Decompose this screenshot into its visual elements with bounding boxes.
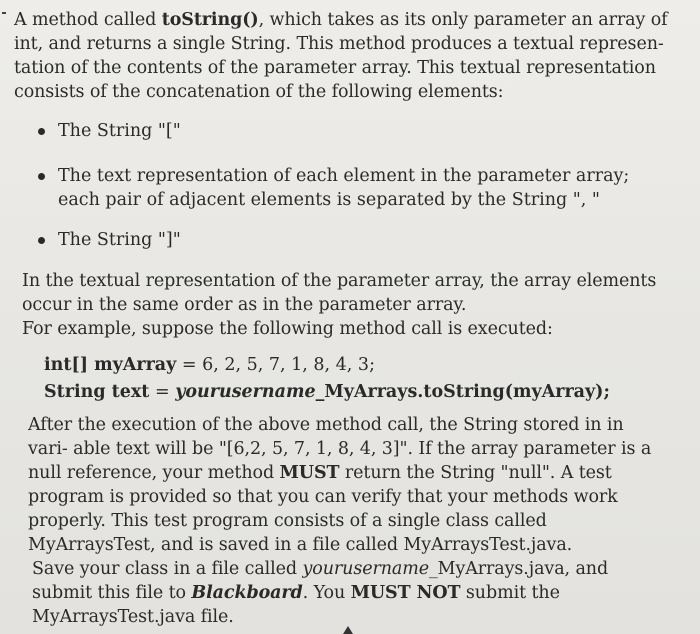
margin-mark xyxy=(2,12,6,14)
code-string-decl: String text xyxy=(44,382,150,402)
save-text-3: . You xyxy=(302,583,351,603)
intro-paragraph xyxy=(14,8,674,104)
cursor-arrow-icon xyxy=(343,626,353,634)
code-line-2 xyxy=(44,380,610,404)
bullet-dot-icon xyxy=(38,237,45,244)
code-line-1 xyxy=(44,353,375,377)
bullet-dot-icon xyxy=(38,128,45,135)
code-values: = 6, 2, 5, 7, 1, 8, 4, 3; xyxy=(176,355,375,375)
code-username: yourusername xyxy=(175,382,316,402)
blackboard-emphasis: Blackboard xyxy=(191,583,303,603)
code-call: _MyArrays.toString(myArray); xyxy=(315,382,610,402)
save-text-2: _MyArrays.java, and submit this file to xyxy=(32,559,609,603)
code-declaration: int[] myArray xyxy=(44,355,177,375)
save-text-4: submit the MyArraysTest.java file. xyxy=(32,583,560,627)
save-paragraph xyxy=(32,557,632,629)
bullet-text: The String "[" xyxy=(58,121,181,141)
code-equals: = xyxy=(149,382,176,402)
intro-text-2: , which takes as its only parameter an array of int, and returns a single String. This method produces a textual represen- tation of the contents of the parameter array. This textual representation consists of the concatenation of the following elements: xyxy=(14,10,668,102)
after-paragraph xyxy=(28,413,668,557)
intro-text-1: A method called xyxy=(14,10,162,30)
order-text: In the textual representation of the parameter array, the array elements occur in the same order as in the parameter array. xyxy=(22,271,657,315)
after-text-1: After the execution of the above method call, the String stored in in vari- able text will be "[6,2, 5, 7, 1, 8, 4, 3]". If the array parameter is a null reference, your method xyxy=(28,415,652,483)
must-not-emphasis: MUST NOT xyxy=(350,583,461,603)
method-name: toString() xyxy=(161,10,259,30)
bullet-dot-icon xyxy=(38,173,45,180)
after-text-2: return the String "null". A test program is provided so that you can verify that your methods work properly. This test program consists of a single class called MyArraysTest, and is saved in a file called MyArraysTest.java. xyxy=(28,463,618,555)
save-text-1: Save your class in a file called xyxy=(32,559,303,579)
example-intro-text: For example, suppose the following method call is executed: xyxy=(22,319,553,339)
bullet-elements xyxy=(38,164,648,214)
bullet-text: The String "]" xyxy=(58,230,181,250)
must-emphasis: MUST xyxy=(279,463,340,483)
order-paragraph xyxy=(22,269,662,341)
bullet-text: The text representation of each element in the parameter array; each pair of adjacent elements is separated by the String ", " xyxy=(58,166,630,210)
save-username: yourusername xyxy=(302,559,429,579)
